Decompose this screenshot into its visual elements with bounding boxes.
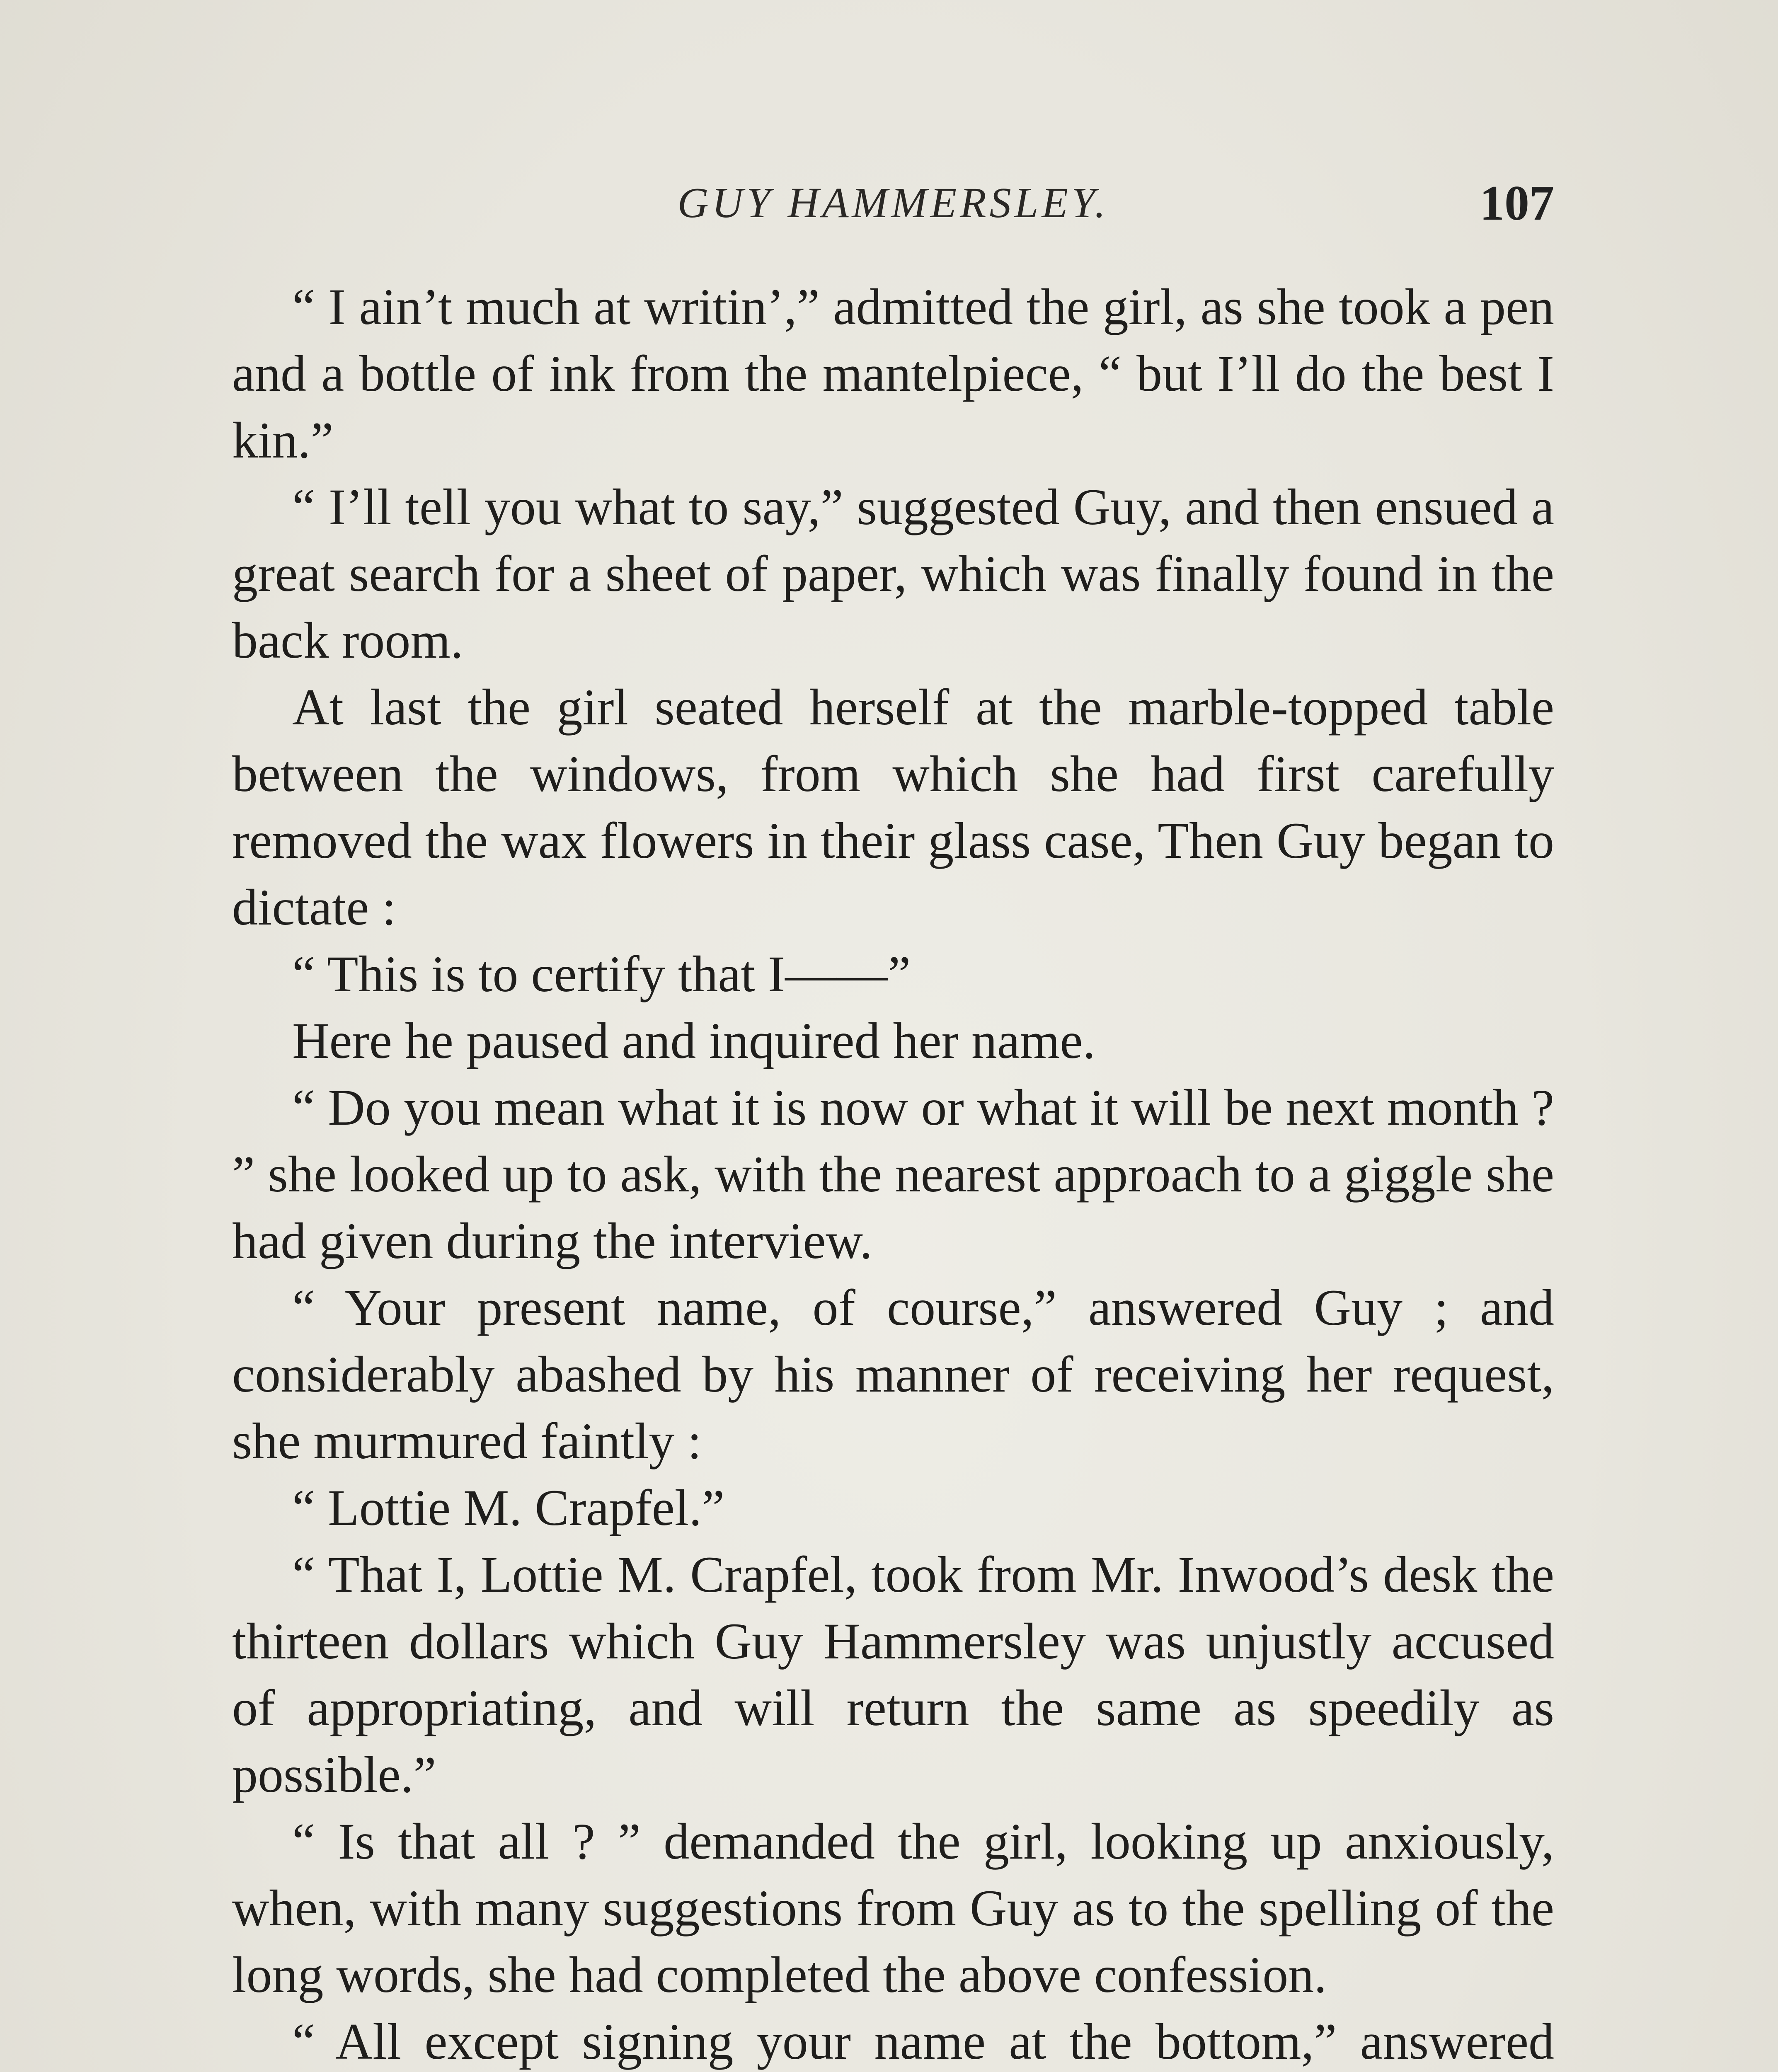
running-head [232,174,1554,232]
body-text [232,274,1554,2072]
paragraph: “ This is to certify that I——” [292,946,911,1002]
paragraph: “ All except signing your name at the bottom,” answered [292,2013,1554,2070]
paragraph: At last the girl seated herself at the marble-topped table between the windows, from which she had first carefully removed the wax flowers in their glass case, Then Guy began to dictate : [232,679,1554,936]
paragraph: “ Do you mean what it is now or what it will be next month ? ” she looked up to ask, with the nearest approach to a giggle she had given during the interview. [232,1079,1554,1269]
paragraph: “ I’ll tell you what to say,” suggested Guy, and then ensued a great search for a sheet of paper, which was finally found in the back room. [232,479,1554,669]
page-number: 107 [1480,175,1554,230]
paragraph: Here he paused and inquired her name. [292,1012,1096,1069]
paragraph: “ I ain’t much at writin’,” admitted the girl, as she took a pen and a bottle of ink from the mantelpiece, “ but I’ll do the best I kin.” [232,278,1554,469]
paragraph: “ Lottie M. Crapfel.” [292,1479,725,1536]
running-title: GUY HAMMERSLEY. [677,179,1109,227]
paragraph: “ That I, Lottie M. Crapfel, took from Mr. Inwood’s desk the thirteen dollars which Guy Hammersley was unjustly accused of appropriating, and will return the same as speedily as possible.” [232,1546,1554,1803]
paragraph: “ Your present name, of course,” answered Guy ; and considerably abashed by his manner of receiving her request, she murmured faintly : [232,1279,1554,1469]
paragraph: “ Is that all ? ” demanded the girl, looking up anxiously, when, with many suggestions from Guy as to the spelling of the long words, she had completed the above confession. [232,1813,1554,2003]
